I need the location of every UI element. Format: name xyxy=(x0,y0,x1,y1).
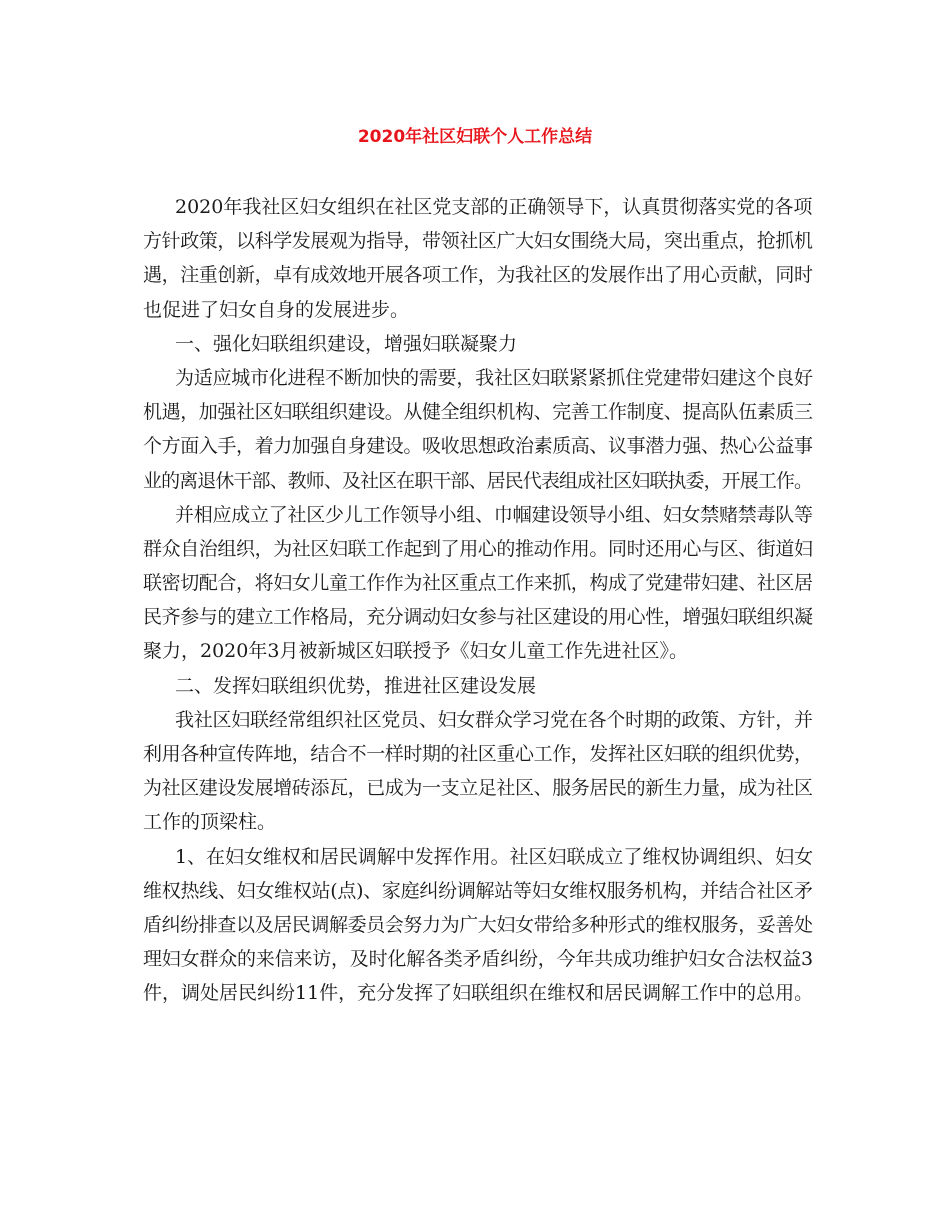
text-line: 机遇，加强社区妇联组织建设。从健全组织机构、完善工作制度、提高队伍素质三 xyxy=(143,401,813,424)
text-line: 盾纠纷排查以及居民调解委员会努力为广大妇女带给多种形式的维权服务，妥善处 xyxy=(143,913,813,936)
text-line: 业的离退休干部、教师、及社区在职干部、居民代表组成社区妇联执委，开展工作。 xyxy=(143,469,813,492)
text-line: 方针政策，以科学发展观为指导，带领社区广大妇女围绕大局，突出重点，抢抓机 xyxy=(143,230,813,253)
text-line: 二、发挥妇联组织优势，推进社区建设发展 xyxy=(175,674,537,697)
text-line: 工作的顶梁柱。 xyxy=(143,811,277,834)
document-body xyxy=(143,190,813,1011)
text-line: 也促进了妇女自身的发展进步。 xyxy=(143,298,410,321)
text-line: 1、在妇女维权和居民调解中发挥作用。社区妇联成立了维权协调组织、妇女 xyxy=(175,845,814,868)
text-line: 个方面入手，着力加强自身建设。吸收思想政治素质高、议事潜力强、热心公益事 xyxy=(143,435,813,458)
text-line: 联密切配合，将妇女儿童工作作为社区重点工作来抓，构成了党建带妇建、社区居 xyxy=(143,572,813,595)
document-title: 2020年社区妇联个人工作总结 xyxy=(357,127,593,147)
text-line: 我社区妇联经常组织社区党员、妇女群众学习党在各个时期的政策、方针，并 xyxy=(175,708,813,731)
text-line: 群众自治组织，为社区妇联工作起到了用心的推动作用。同时还用心与区、街道妇 xyxy=(143,537,813,560)
text-line: 利用各种宣传阵地，结合不一样时期的社区重心工作，发挥社区妇联的组织优势， xyxy=(143,743,813,765)
text-line: 2020年我社区妇女组织在社区党支部的正确领导下，认真贯彻落实党的各项 xyxy=(175,196,813,218)
text-line: 件，调处居民纠纷11件，充分发挥了妇联组织在维权和居民调解工作中的总用。 xyxy=(143,982,814,1005)
text-line: 为社区建设发展增砖添瓦，已成为一支立足社区、服务居民的新生力量，成为社区 xyxy=(143,777,813,800)
text-line: 并相应成立了社区少儿工作领导小组、巾帼建设领导小组、妇女禁赌禁毒队等 xyxy=(175,503,813,526)
text-line: 为适应城市化进程不断加快的需要，我社区妇联紧紧抓住党建带妇建这个良好 xyxy=(175,366,813,389)
text-line: 民齐参与的建立工作格局，充分调动妇女参与社区建设的用心性，增强妇联组织凝 xyxy=(143,606,813,629)
text-line: 一、强化妇联组织建设，增强妇联凝聚力 xyxy=(175,332,518,355)
text-line: 遇，注重创新，卓有成效地开展各项工作，为我社区的发展作出了用心贡献，同时 xyxy=(143,264,813,287)
text-line: 聚力，2020年3月被新城区妇联授予《妇女儿童工作先进社区》。 xyxy=(143,640,688,663)
text-line: 理妇女群众的来信来访，及时化解各类矛盾纠纷，今年共成功维护妇女合法权益3 xyxy=(143,948,813,971)
text-line: 维权热线、妇女维权站(点)、家庭纠纷调解站等妇女维权服务机构，并结合社区矛 xyxy=(143,879,813,902)
